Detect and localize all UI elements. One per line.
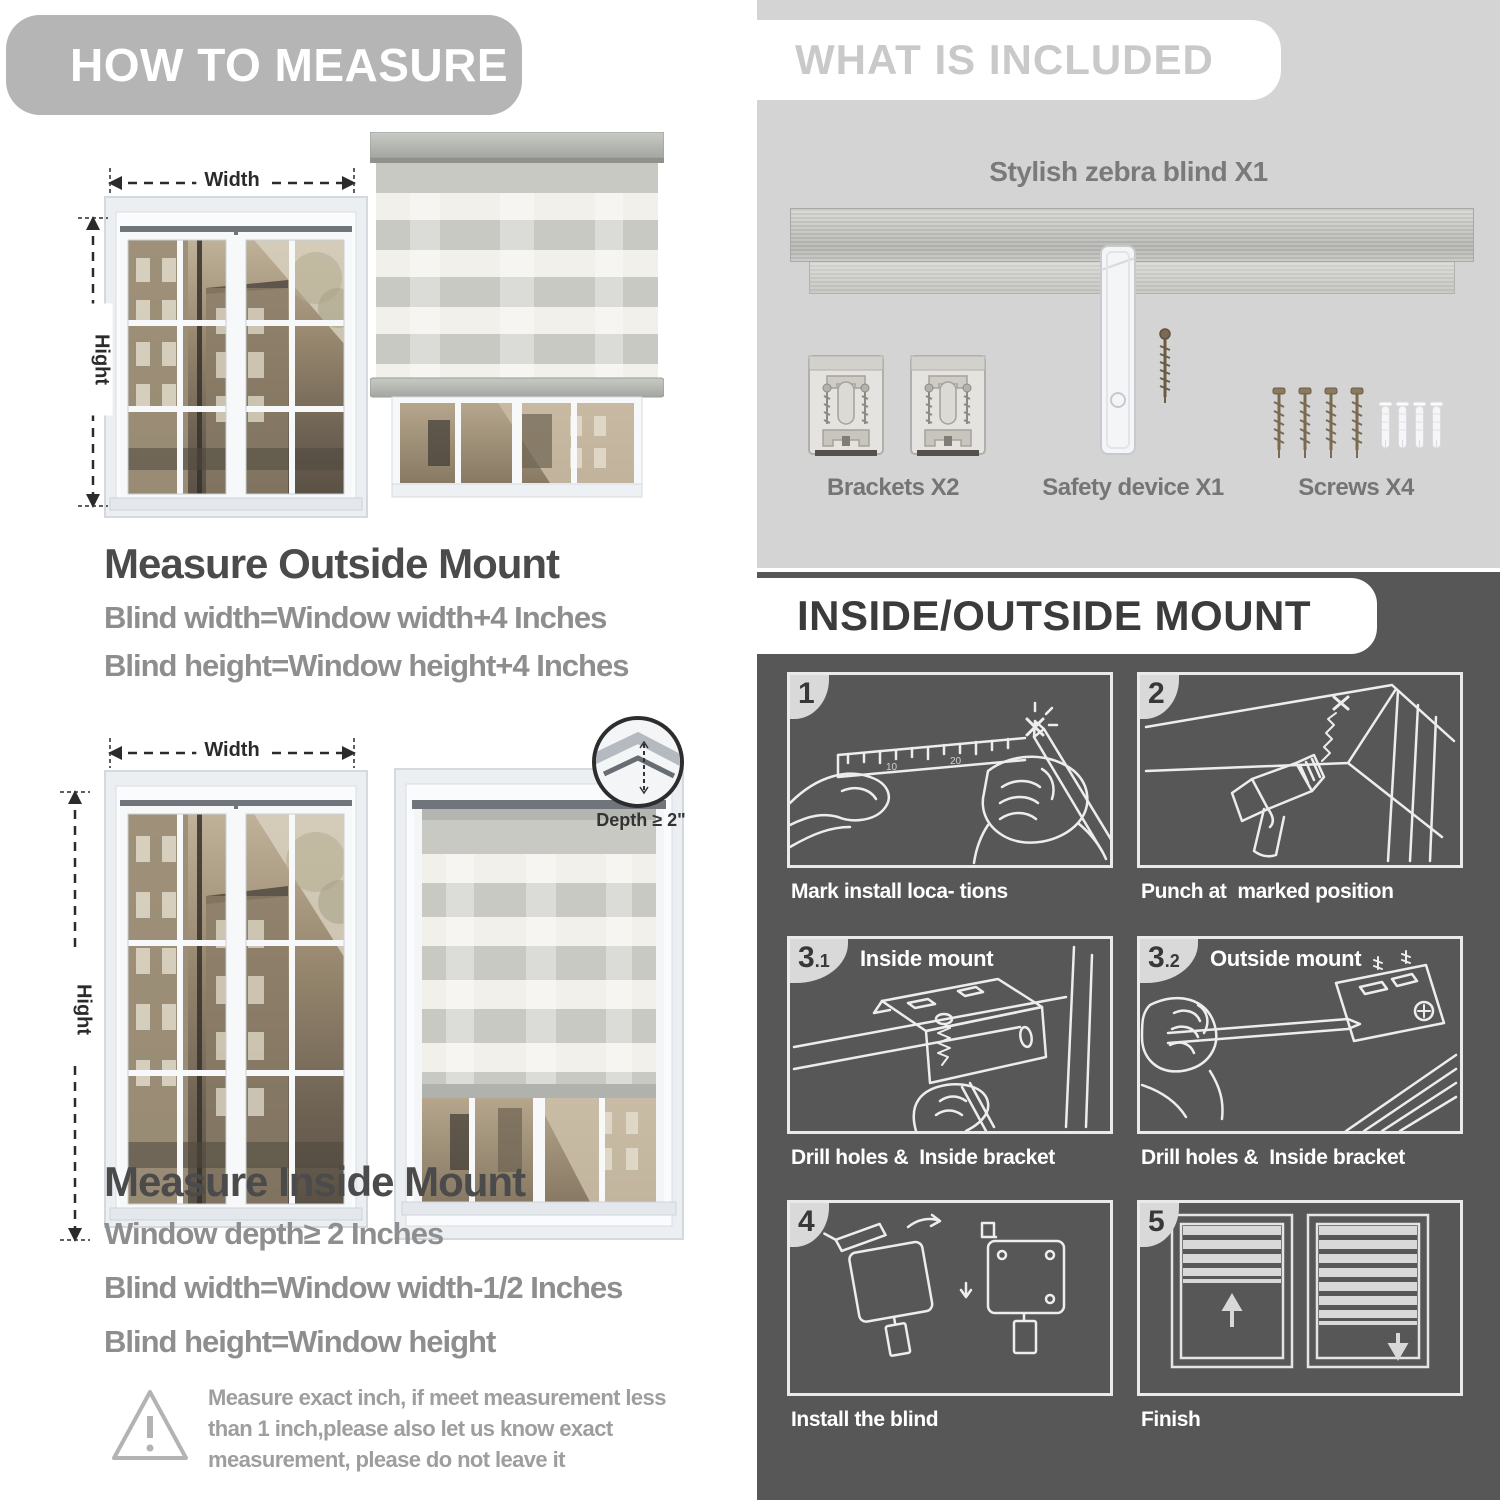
step-1-badge: 1 bbox=[790, 675, 829, 719]
brackets-icon bbox=[807, 352, 987, 467]
step-2-caption: Punch at marked position bbox=[1141, 880, 1394, 903]
screws-caption: Screws X4 bbox=[1298, 474, 1414, 501]
step-3-1-panel bbox=[787, 936, 1113, 1134]
screws-icon bbox=[1269, 386, 1449, 467]
ruler-mark-20: 20 bbox=[950, 756, 962, 767]
step-2-badge: 2 bbox=[1140, 675, 1179, 719]
how-to-measure-header: HOW TO MEASURE bbox=[6, 15, 522, 115]
inside-mount-rule-height: Blind height=Window height bbox=[104, 1324, 496, 1359]
step-4-caption: Install the blind bbox=[791, 1408, 939, 1431]
inside-height-arrow bbox=[58, 786, 95, 1246]
step-3-1-title: Inside mount bbox=[860, 946, 994, 971]
outside-mount-title: Measure Outside Mount bbox=[104, 540, 560, 587]
step-1-panel bbox=[787, 672, 1113, 868]
step-3-1-caption: Drill holes & Inside bracket bbox=[791, 1146, 1055, 1169]
ruler-mark-10: 10 bbox=[886, 762, 898, 773]
what-is-included-header: WHAT IS INCLUDED bbox=[757, 20, 1281, 100]
step-5-badge: 5 bbox=[1140, 1203, 1179, 1247]
inside-mount-rule-depth: Window depth≥ 2 Inches bbox=[104, 1216, 444, 1251]
depth-label: Depth ≥ 2" bbox=[596, 810, 686, 830]
what-is-included-section bbox=[757, 0, 1500, 568]
mount-guide-section bbox=[757, 572, 1500, 1500]
safety-device-caption: Safety device X1 bbox=[1042, 474, 1224, 501]
step-5-caption: Finish bbox=[1141, 1408, 1201, 1431]
depth-magnifier bbox=[582, 714, 694, 819]
outside-window-illustration bbox=[104, 196, 368, 523]
step-3-2-badge: 3.2 bbox=[1140, 939, 1198, 983]
outside-height-arrow bbox=[76, 212, 113, 512]
inside-mount-title: Measure Inside Mount bbox=[104, 1158, 526, 1205]
inside-width-arrow bbox=[104, 736, 360, 770]
step-2-panel bbox=[1137, 672, 1463, 868]
warning-text: Measure exact inch, if meet measurement less than 1 inch,please also let us know exact measurement, please do not leave it bbox=[208, 1385, 666, 1472]
outside-mount-rule-height: Blind height=Window height+4 Inches bbox=[104, 648, 629, 683]
inside-mount-rule-width: Blind width=Window width-1/2 Inches bbox=[104, 1270, 623, 1305]
outside-width-arrow bbox=[104, 166, 360, 200]
outside-height-label: Hight bbox=[90, 304, 113, 416]
step-5-panel bbox=[1137, 1200, 1463, 1396]
inside-height-label: Hight bbox=[72, 954, 95, 1066]
outside-width-label: Width bbox=[196, 169, 267, 192]
step-1-caption: Mark install loca- tions bbox=[791, 880, 1008, 903]
inside-width-label: Width bbox=[196, 739, 267, 762]
outside-blind-illustration bbox=[370, 132, 664, 525]
product-label: Stylish zebra blind X1 bbox=[989, 156, 1268, 187]
step-3-1-badge: 3.1 bbox=[790, 939, 848, 983]
step-3-2-panel bbox=[1137, 936, 1463, 1134]
step-3-2-caption: Drill holes & Inside bracket bbox=[1141, 1146, 1405, 1169]
step-3-2-title: Outside mount bbox=[1210, 946, 1362, 971]
step-4-badge: 4 bbox=[790, 1203, 829, 1247]
mount-guide-header: INSIDE/OUTSIDE MOUNT bbox=[757, 578, 1377, 654]
outside-mount-rule-width: Blind width=Window width+4 Inches bbox=[104, 600, 607, 635]
safety-device-icon bbox=[1093, 244, 1193, 465]
brackets-caption: Brackets X2 bbox=[827, 474, 959, 501]
step-4-panel bbox=[787, 1200, 1113, 1396]
warning-icon bbox=[106, 1382, 194, 1475]
